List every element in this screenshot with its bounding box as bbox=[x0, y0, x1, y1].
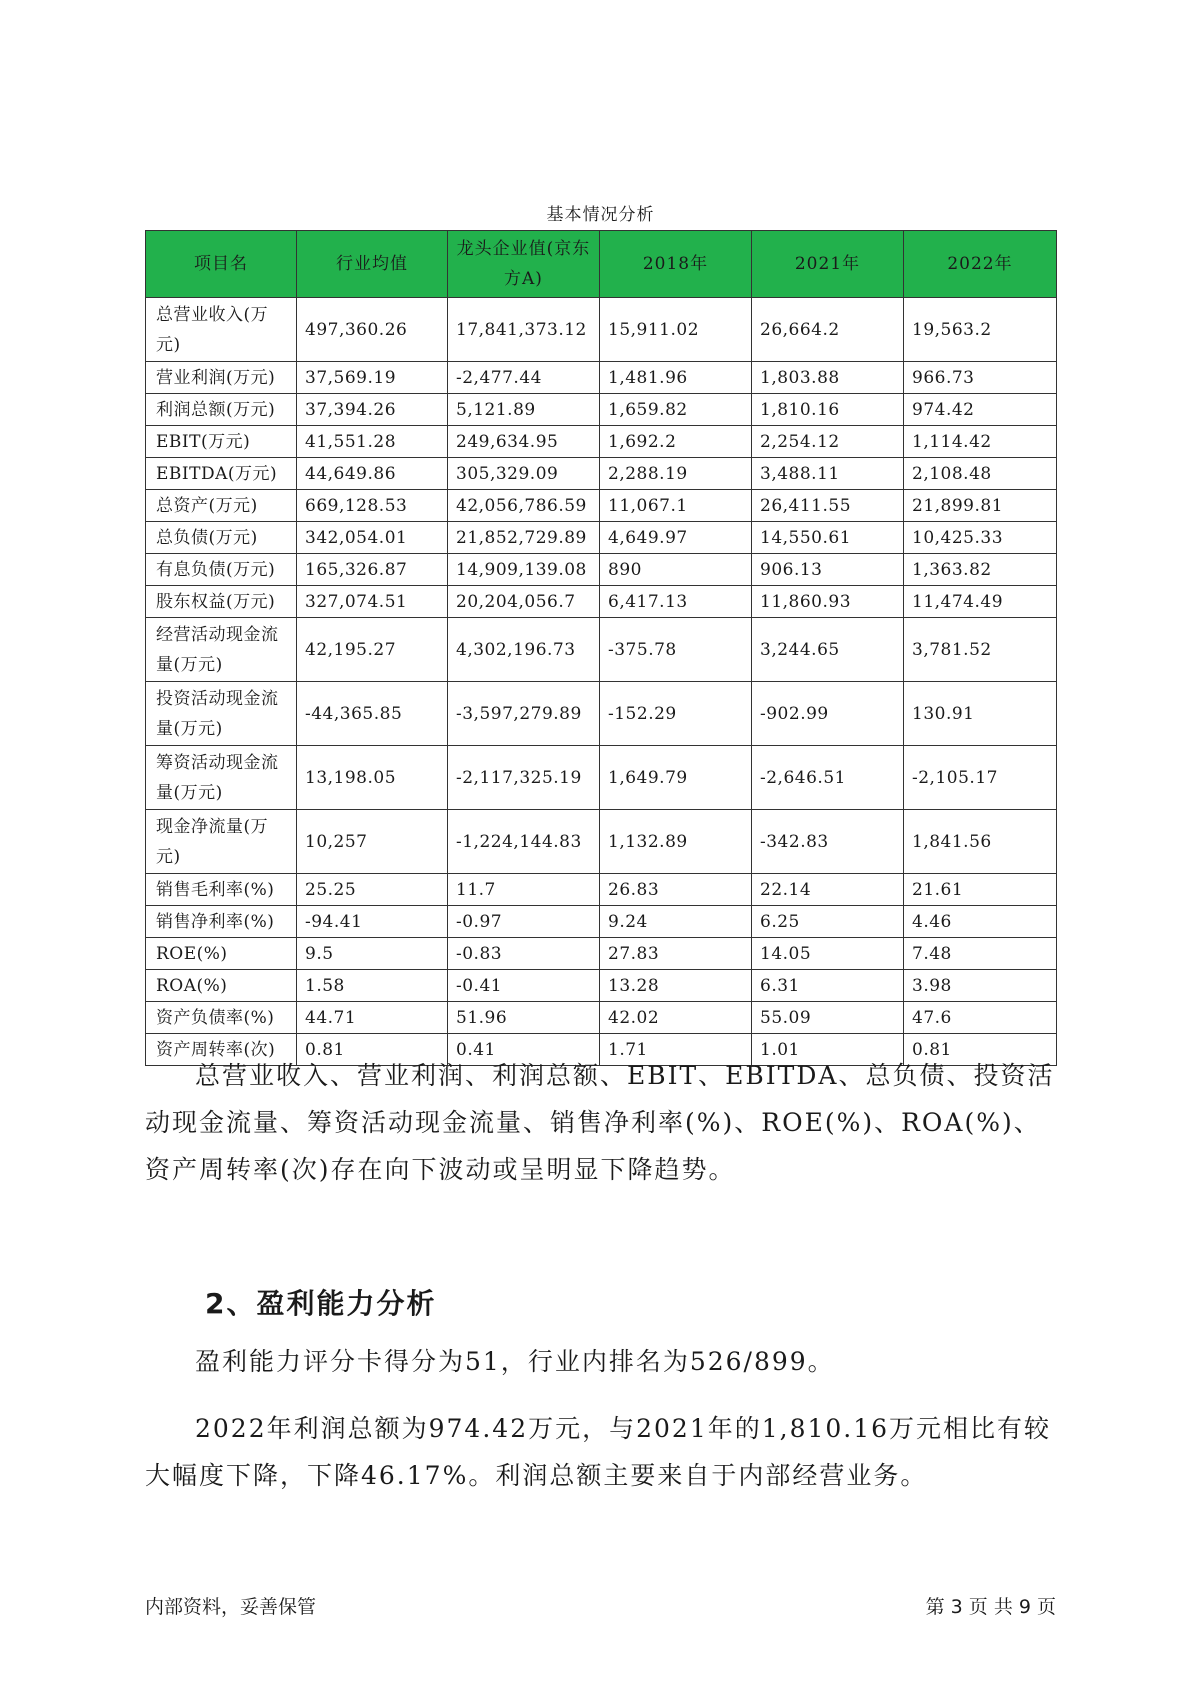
value-cell: 13,198.05 bbox=[297, 746, 448, 810]
row-label-cell: 总营业收入(万元) bbox=[146, 298, 297, 362]
row-label-cell: 股东权益(万元) bbox=[146, 586, 297, 618]
value-cell: -1,224,144.83 bbox=[448, 810, 600, 874]
value-cell: -0.83 bbox=[448, 938, 600, 970]
row-label-cell: 资产负债率(%) bbox=[146, 1002, 297, 1034]
header-item-name: 项目名 bbox=[146, 231, 297, 298]
footer-left: 内部资料，妥善保管 bbox=[145, 1596, 317, 1618]
value-cell: 55.09 bbox=[752, 1002, 904, 1034]
table-row bbox=[146, 362, 1057, 394]
table-row bbox=[146, 874, 1057, 906]
section-heading: 2、盈利能力分析 bbox=[205, 1287, 437, 1320]
value-cell: 14.05 bbox=[752, 938, 904, 970]
value-cell: 6.31 bbox=[752, 970, 904, 1002]
row-label-cell: 销售毛利率(%) bbox=[146, 874, 297, 906]
table-row bbox=[146, 458, 1057, 490]
trend-paragraph: 总营业收入、营业利润、利润总额、EBIT、EBITDA、总负债、投资活动现金流量、筹资活动现金流量、销售净利率(%)、ROE(%)、ROA(%)、资产周转率(次)存在向下波动或呈明显下降趋势。 bbox=[145, 1061, 1055, 1184]
value-cell: 1,659.82 bbox=[600, 394, 752, 426]
value-cell: 44,649.86 bbox=[297, 458, 448, 490]
value-cell: 0.81 bbox=[297, 1034, 448, 1066]
value-cell: 27.83 bbox=[600, 938, 752, 970]
table-row bbox=[146, 394, 1057, 426]
row-label-cell: 总负债(万元) bbox=[146, 522, 297, 554]
value-cell: 4,302,196.73 bbox=[448, 618, 600, 682]
value-cell: 1,363.82 bbox=[904, 554, 1057, 586]
value-cell: 11,860.93 bbox=[752, 586, 904, 618]
value-cell: 1,692.2 bbox=[600, 426, 752, 458]
row-label-cell: 现金净流量(万元) bbox=[146, 810, 297, 874]
row-label-cell: ROE(%) bbox=[146, 938, 297, 970]
table-row bbox=[146, 522, 1057, 554]
value-cell: -94.41 bbox=[297, 906, 448, 938]
value-cell: 6,417.13 bbox=[600, 586, 752, 618]
value-cell: 10,257 bbox=[297, 810, 448, 874]
value-cell: 9.24 bbox=[600, 906, 752, 938]
value-cell: 0.41 bbox=[448, 1034, 600, 1066]
value-cell: 17,841,373.12 bbox=[448, 298, 600, 362]
value-cell: 15,911.02 bbox=[600, 298, 752, 362]
table-row bbox=[146, 586, 1057, 618]
value-cell: 3,781.52 bbox=[904, 618, 1057, 682]
row-label-cell: 资产周转率(次) bbox=[146, 1034, 297, 1066]
value-cell: 14,550.61 bbox=[752, 522, 904, 554]
value-cell: 42,195.27 bbox=[297, 618, 448, 682]
value-cell: 51.96 bbox=[448, 1002, 600, 1034]
value-cell: 6.25 bbox=[752, 906, 904, 938]
row-label-cell: 总资产(万元) bbox=[146, 490, 297, 522]
value-cell: 1,114.42 bbox=[904, 426, 1057, 458]
value-cell: 966.73 bbox=[904, 362, 1057, 394]
value-cell: 20,204,056.7 bbox=[448, 586, 600, 618]
value-cell: -3,597,279.89 bbox=[448, 682, 600, 746]
table-row bbox=[146, 746, 1057, 810]
value-cell: 1,803.88 bbox=[752, 362, 904, 394]
table-row bbox=[146, 682, 1057, 746]
value-cell: 497,360.26 bbox=[297, 298, 448, 362]
value-cell: 1.58 bbox=[297, 970, 448, 1002]
value-cell: 2,254.12 bbox=[752, 426, 904, 458]
row-label-cell: 筹资活动现金流量(万元) bbox=[146, 746, 297, 810]
value-cell: 3,244.65 bbox=[752, 618, 904, 682]
score-paragraph: 盈利能力评分卡得分为51，行业内排名为526/899。 bbox=[195, 1347, 835, 1376]
value-cell: 26,664.2 bbox=[752, 298, 904, 362]
row-label-cell: EBIT(万元) bbox=[146, 426, 297, 458]
value-cell: 4.46 bbox=[904, 906, 1057, 938]
value-cell: 0.81 bbox=[904, 1034, 1057, 1066]
value-cell: 906.13 bbox=[752, 554, 904, 586]
value-cell: 26.83 bbox=[600, 874, 752, 906]
value-cell: -902.99 bbox=[752, 682, 904, 746]
value-cell: 5,121.89 bbox=[448, 394, 600, 426]
value-cell: -2,117,325.19 bbox=[448, 746, 600, 810]
value-cell: -2,477.44 bbox=[448, 362, 600, 394]
row-label-cell: 有息负债(万元) bbox=[146, 554, 297, 586]
value-cell: 42.02 bbox=[600, 1002, 752, 1034]
value-cell: 3.98 bbox=[904, 970, 1057, 1002]
value-cell: -2,105.17 bbox=[904, 746, 1057, 810]
footer-page-number: 第 3 页 共 9 页 bbox=[925, 1596, 1056, 1618]
value-cell: -152.29 bbox=[600, 682, 752, 746]
value-cell: 11,474.49 bbox=[904, 586, 1057, 618]
value-cell: 19,563.2 bbox=[904, 298, 1057, 362]
value-cell: 13.28 bbox=[600, 970, 752, 1002]
table-body bbox=[146, 298, 1057, 1066]
value-cell: 165,326.87 bbox=[297, 554, 448, 586]
value-cell: 26,411.55 bbox=[752, 490, 904, 522]
basic-analysis-table bbox=[145, 230, 1057, 1066]
value-cell: -375.78 bbox=[600, 618, 752, 682]
value-cell: -44,365.85 bbox=[297, 682, 448, 746]
table-row bbox=[146, 490, 1057, 522]
value-cell: 1.01 bbox=[752, 1034, 904, 1066]
value-cell: 37,394.26 bbox=[297, 394, 448, 426]
table-row bbox=[146, 298, 1057, 362]
table-row bbox=[146, 1002, 1057, 1034]
value-cell: 41,551.28 bbox=[297, 426, 448, 458]
value-cell: 2,108.48 bbox=[904, 458, 1057, 490]
value-cell: 1,810.16 bbox=[752, 394, 904, 426]
value-cell: 7.48 bbox=[904, 938, 1057, 970]
value-cell: 21,899.81 bbox=[904, 490, 1057, 522]
row-label-cell: 利润总额(万元) bbox=[146, 394, 297, 426]
value-cell: 130.91 bbox=[904, 682, 1057, 746]
table-row bbox=[146, 554, 1057, 586]
value-cell: 249,634.95 bbox=[448, 426, 600, 458]
value-cell: 22.14 bbox=[752, 874, 904, 906]
value-cell: -2,646.51 bbox=[752, 746, 904, 810]
table-row bbox=[146, 810, 1057, 874]
value-cell: 305,329.09 bbox=[448, 458, 600, 490]
table-header-row bbox=[146, 231, 1057, 298]
table-row bbox=[146, 426, 1057, 458]
value-cell: 669,128.53 bbox=[297, 490, 448, 522]
profit-paragraph: 2022年利润总额为974.42万元，与2021年的1,810.16万元相比有较大幅度下降，下降46.17%。利润总额主要来自于内部经营业务。 bbox=[145, 1414, 1052, 1490]
value-cell: 1,481.96 bbox=[600, 362, 752, 394]
value-cell: 2,288.19 bbox=[600, 458, 752, 490]
value-cell: 974.42 bbox=[904, 394, 1057, 426]
value-cell: 327,074.51 bbox=[297, 586, 448, 618]
value-cell: 21,852,729.89 bbox=[448, 522, 600, 554]
value-cell: 342,054.01 bbox=[297, 522, 448, 554]
value-cell: -0.41 bbox=[448, 970, 600, 1002]
table-row bbox=[146, 970, 1057, 1002]
value-cell: 14,909,139.08 bbox=[448, 554, 600, 586]
row-label-cell: 销售净利率(%) bbox=[146, 906, 297, 938]
value-cell: 47.6 bbox=[904, 1002, 1057, 1034]
value-cell: 3,488.11 bbox=[752, 458, 904, 490]
table-row bbox=[146, 938, 1057, 970]
value-cell: 44.71 bbox=[297, 1002, 448, 1034]
value-cell: 890 bbox=[600, 554, 752, 586]
value-cell: 1,649.79 bbox=[600, 746, 752, 810]
value-cell: 37,569.19 bbox=[297, 362, 448, 394]
value-cell: -0.97 bbox=[448, 906, 600, 938]
row-label-cell: ROA(%) bbox=[146, 970, 297, 1002]
header-2018: 2018年 bbox=[600, 231, 752, 298]
row-label-cell: 投资活动现金流量(万元) bbox=[146, 682, 297, 746]
table-row bbox=[146, 906, 1057, 938]
value-cell: 21.61 bbox=[904, 874, 1057, 906]
value-cell: 1,132.89 bbox=[600, 810, 752, 874]
table-caption: 基本情况分析 bbox=[546, 205, 655, 225]
header-industry-avg: 行业均值 bbox=[297, 231, 448, 298]
value-cell: 42,056,786.59 bbox=[448, 490, 600, 522]
header-leader-value: 龙头企业值(京东方A) bbox=[448, 231, 600, 298]
value-cell: 25.25 bbox=[297, 874, 448, 906]
table-row bbox=[146, 618, 1057, 682]
value-cell: 11,067.1 bbox=[600, 490, 752, 522]
value-cell: 4,649.97 bbox=[600, 522, 752, 554]
row-label-cell: 经营活动现金流量(万元) bbox=[146, 618, 297, 682]
value-cell: 1.71 bbox=[600, 1034, 752, 1066]
value-cell: 10,425.33 bbox=[904, 522, 1057, 554]
header-2021: 2021年 bbox=[752, 231, 904, 298]
value-cell: 1,841.56 bbox=[904, 810, 1057, 874]
value-cell: 11.7 bbox=[448, 874, 600, 906]
row-label-cell: 营业利润(万元) bbox=[146, 362, 297, 394]
value-cell: -342.83 bbox=[752, 810, 904, 874]
row-label-cell: EBITDA(万元) bbox=[146, 458, 297, 490]
header-2022: 2022年 bbox=[904, 231, 1057, 298]
value-cell: 9.5 bbox=[297, 938, 448, 970]
